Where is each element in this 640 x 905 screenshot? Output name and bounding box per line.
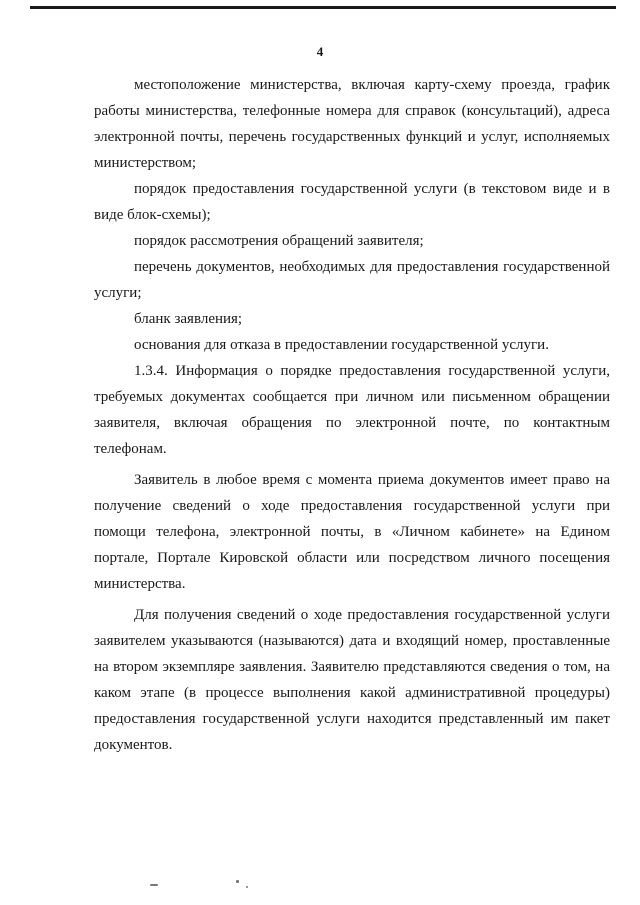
paragraph-service-procedure: порядок предоставления государственной услуги (в текстовом виде и в виде блок-схемы); xyxy=(94,181,610,223)
scan-speck xyxy=(150,884,158,886)
page-number: 4 xyxy=(316,44,324,59)
top-border-rule xyxy=(30,6,616,9)
scan-speck xyxy=(246,886,248,888)
paragraph-applicant-rights: Заявитель в любое время с момента приема документов имеет право на получение сведений о ходе предоставления государственной услуги при помощи телефона, электронной почты, в «Личном кабинете» на Едином портале, Портале Кировской области или посредством личного посещения министерства. xyxy=(94,472,610,592)
document-body xyxy=(94,72,610,758)
paragraph-appeals-procedure: порядок рассмотрения обращений заявителя; xyxy=(134,233,424,249)
paragraph-documents-list: перечень документов, необходимых для предоставления государственной услуги; xyxy=(94,259,610,301)
paragraph-location-info: местоположение министерства, включая карту-схему проезда, график работы министерства, телефонные номера для справок (консультаций), адреса электронной почты, перечень государственных функций и услуг, исполняемых министерством; xyxy=(94,77,610,171)
paragraph-refusal-grounds: основания для отказа в предоставлении государственной услуги. xyxy=(134,337,549,353)
paragraph-1-3-4: 1.3.4. Информация о порядке предоставления государственной услуги, требуемых документах сообщается при личном или письменном обращении заявителя, включая обращения по электронной почте, по контактным телефонам. xyxy=(94,363,610,457)
paragraph-application-form: бланк заявления; xyxy=(134,311,243,327)
scan-speck xyxy=(236,880,239,883)
paragraph-status-info: Для получения сведений о ходе предоставления государственной услуги заявителем указываются (называются) дата и входящий номер, проставленные на втором экземпляре заявления. Заявителю представляются сведения о том, на каком этапе (в процессе выполнения какой административной процедуры) предоставления государственной услуги находится представленный им пакет документов. xyxy=(94,607,610,753)
